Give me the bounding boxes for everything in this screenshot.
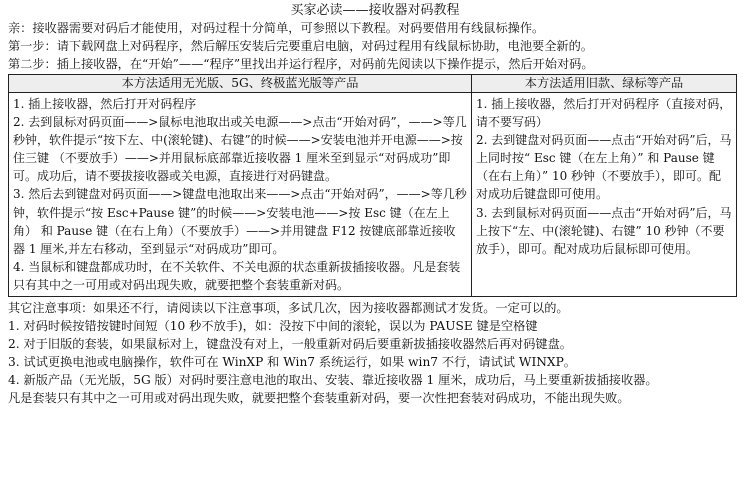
new-step-4: 4. 当鼠标和键盘都成功时，在不关软件、不关电源的状态重新拔插接收器。凡是套装只有其中之一可用或对码出现失败，就要把整个套装重新对码。 xyxy=(13,259,461,292)
new-step-1: 1. 插上接收器，然后打开对码程序 xyxy=(13,97,197,111)
old-step-1: 1. 插上接收器，然后打开对码程序（直接对码，请不要写码） xyxy=(476,97,732,130)
new-step-2: 2. 去到鼠标对码页面——>鼠标电池取出或关电源——>点击“开始对码”，——>等几秒钟，软件提示“按下左、中(滚轮键)、右键”的时候——>安装电池并开电源——>按住三键 （不要放手）——>并用鼠标底部靠近接收器 1 厘米至到显示“对码成功”即可。成功后，请不要拔接收器或关电源，直接进行对码键盘。 xyxy=(13,115,467,184)
note-1: 1. 对码时候按错按键时间短（10 秒不放手)，如：没按下中间的滚轮，误以为 PAUSE 键是空格键 xyxy=(8,319,538,334)
method-table xyxy=(8,74,737,297)
header-old-products: 本方法适用旧款、绿标等产品 xyxy=(472,75,737,93)
old-step-2: 2. 去到键盘对码页面——点击“开始对码”后，马上同时按“ Esc 键（在左上角）” 和 Pause 键（在右上角）” 10 秒钟（不要放手），即可。配对成功后键盘即可使用。 xyxy=(476,133,732,202)
old-step-3: 3. 去到鼠标对码页面——点击“开始对码”后，马上按下“左、中(滚轮键)、右键” 10 秒钟（不要放手），即可。配对成功后鼠标即可使用。 xyxy=(476,205,732,256)
header-new-products: 本方法适用无光版、5G、终极蓝光版等产品 xyxy=(9,75,472,93)
note-5: 凡是套装只有其中之一可用或对码出现失败，就要把整个套装重新对码，要一次性把套装对码成功，不能出现失败。 xyxy=(8,391,630,406)
note-3: 3. 试试更换电池或电脑操作，软件可在 WinXP 和 Win7 系统运行，如果 win7 不行，请试试 WINXP。 xyxy=(8,355,576,370)
method-table-header-row xyxy=(9,75,737,93)
intro-line-notice: 亲：接收器需要对码后才能使用，对码过程十分简单，可参照以下教程。对码要借用有线鼠标操作。 xyxy=(8,21,545,35)
method-table-body-row xyxy=(9,93,737,297)
note-2: 2. 对于旧版的套装，如果鼠标对上，键盘没有对上，一般重新对码后要重新拔插接收器然后再对码键盘。 xyxy=(8,337,572,352)
document-title: 买家必读——接收器对码教程 xyxy=(290,3,460,18)
note-4: 4. 新版产品（无光版，5G 版）对码时要注意电池的取出、安装、靠近接收器 1 厘米，成功后，马上要重新拔插接收器。 xyxy=(8,373,658,388)
old-products-steps xyxy=(472,93,737,297)
intro-line-step-1: 第一步：请下载网盘上对码程序，然后解压安装后完要重启电脑，对码过程用有线鼠标协助，电池要全新的。 xyxy=(8,39,593,53)
new-step-3: 3. 然后去到键盘对码页面——>键盘电池取出来——>点击“开始对码”，——>等几秒钟，软件提示“按 Esc+Pause 键”的时候——>安装电池——>按 Esc 键（在左上角） 和 Pause 键（在右上角）（不要放手）——>并用键盘 F12 按键底部靠近接收器 1 厘米,并左右移动，至到显示“对码成功”即可。 xyxy=(13,187,467,256)
new-products-steps xyxy=(9,93,472,297)
notes-heading: 其它注意事项：如果还不行，请阅读以下注意事项，多试几次，因为接收器都测试才发货。一定可以的。 xyxy=(8,301,569,316)
intro-line-step-2: 第二步：插上接收器，在“开始”——“程序”里找出并运行程序，对码前先阅读以下操作提示，然后开始对码。 xyxy=(8,57,594,71)
